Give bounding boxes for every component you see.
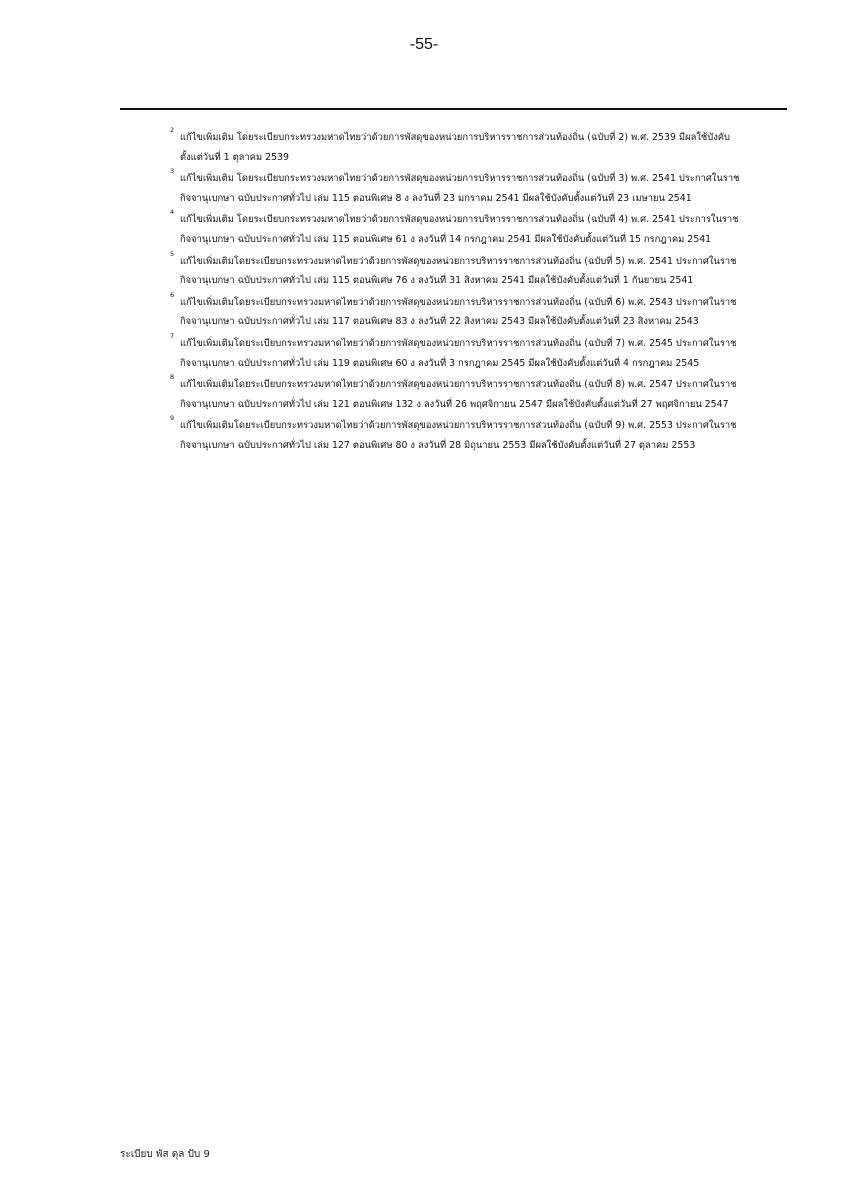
footnote-marker: 3 xyxy=(170,167,175,176)
footnote-text-line1: แก้ไขเพิ่มเติม โดยระเบียบกระทรวงมหาดไทยว่าด้วยการพัสดุของหน่วยการบริหารราชการส่วนท้องถิ่น (ฉบับที่ 4) พ.ศ. 2541 ประการในราช xyxy=(180,214,739,226)
footnote-text-line1: แก้ไขเพิ่มเติมโดยระเบียบกระทรวงมหาดไทยว่าด้วยการพัสดุของหน่วยการบริหารราชการส่วนท้องถิ่น (ฉบับที่ 6) พ.ศ. 2543 ประกาศในราช xyxy=(180,296,737,308)
footnote-text-line1: แก้ไขเพิ่มเติม โดยระเบียบกระทรวงมหาดไทยว่าด้วยการพัสดุของหน่วยการบริหารราชการส่วนท้องถิ่น (ฉบับที่ 3) พ.ศ. 2541 ประกาศในราช xyxy=(180,173,740,185)
footnote-text-line2: กิจจานุเบกษา ฉบับประกาศทั่วไป เล่ม 117 ตอนพิเศษ 83 ง ลงวันที่ 22 สิงหาคม 2543 มีผลใช้บังคับตั้งแต่วันที่ 23 สิงหาคม 2543 xyxy=(180,316,699,328)
footnote-text-line2: กิจจานุเบกษา ฉบับประกาศทั่วไป เล่ม 121 ตอนพิเศษ 132 ง ลงวันที่ 26 พฤศจิกายน 2547 มีผลใช้บังคับตั้งแต่วันที่ 27 พฤศจิกายน 2547 xyxy=(180,398,729,410)
footnote-marker: 8 xyxy=(170,373,175,382)
footnote-text-line1: แก้ไขเพิ่มเติมโดยระเบียบกระทรวงมหาดไทยว่าด้วยการพัสดุของหน่วยการบริหารราชการส่วนท้องถิ่น (ฉบับที่ 5) พ.ศ. 2541 ประกาศในราช xyxy=(180,255,737,267)
footnote-marker: 7 xyxy=(170,331,175,340)
footnote-text-line2: กิจจานุเบกษา ฉบับประกาศทั่วไป เล่ม 115 ตอนพิเศษ 76 ง ลงวันที่ 31 สิงหาคม 2541 มีผลใช้บังคับตั้งแต่วันที่ 1 กันยายน 2541 xyxy=(180,275,694,287)
footnote-9 xyxy=(120,416,787,455)
footnote-marker: 5 xyxy=(170,249,175,258)
page-footer: ระเบียบ พัส ดุล ปับ 9 xyxy=(120,1149,210,1160)
footnote-3 xyxy=(120,169,787,208)
footnote-text-line2: กิจจานุเบกษา ฉบับประกาศทั่วไป เล่ม 127 ตอนพิเศษ 80 ง ลงวันที่ 28 มิถุนายน 2553 มีผลใช้บังคับตั้งแต่วันที่ 27 ตุลาคม 2553 xyxy=(180,439,696,451)
footnote-7 xyxy=(120,331,787,373)
footnote-5 xyxy=(120,249,787,291)
footnote-6 xyxy=(120,290,787,332)
footnote-text-line2: กิจจานุเบกษา ฉบับประกาศทั่วไป เล่ม 115 ตอนพิเศษ 61 ง ลงวันที่ 14 กรกฎาคม 2541 มีผลใช้บังคับตั้งแต่วันที่ 15 กรกฎาคม 2541 xyxy=(180,233,712,245)
footnote-text-line2: ตั้งแต่วันที่ 1 ตุลาคม 2539 xyxy=(180,151,289,163)
footnote-marker: 4 xyxy=(170,208,175,217)
footnote-text-line1: แก้ไขเพิ่มเติมโดยระเบียบกระทรวงมหาดไทยว่าด้วยการพัสดุของหน่วยการบริหารราชการส่วนท้องถิ่น (ฉบับที่ 8) พ.ศ. 2547 ประกาศในราช xyxy=(180,379,737,391)
footnote-marker: 2 xyxy=(170,126,175,134)
footnote-text-line1: แก้ไขเพิ่มเติม โดยระเบียบกระทรวงมหาดไทยว่าด้วยการพัสดุของหน่วยการบริหารราชการส่วนท้องถิ่น (ฉบับที่ 2) พ.ศ. 2539 มีผลใช้บังคับ xyxy=(180,132,731,143)
page-number: -55- xyxy=(409,36,439,53)
footnote-text-line1: แก้ไขเพิ่มเติมโดยระเบียบกระทรวงมหาดไทยว่าด้วยการพัสดุของหน่วยการบริหารราชการส่วนท้องถิ่น (ฉบับที่ 7) พ.ศ. 2545 ประกาศในราช xyxy=(180,337,737,349)
footnote-divider xyxy=(120,108,787,110)
footnote-4 xyxy=(120,210,787,249)
footnote-8 xyxy=(120,375,787,414)
footnote-text-line1: แก้ไขเพิ่มเติมโดยระเบียบกระทรวงมหาดไทยว่าด้วยการพัสดุของหน่วยการบริหารราชการส่วนท้องถิ่น (ฉบับที่ 9) พ.ศ. 2553 ประกาศในราช xyxy=(180,420,737,432)
footnote-2 xyxy=(120,128,787,167)
footnote-text-line2: กิจจานุเบกษา ฉบับประกาศทั่วไป เล่ม 119 ตอนพิเศษ 60 ง ลงวันที่ 3 กรกฎาคม 2545 มีผลใช้บังคับตั้งแต่วันที่ 4 กรกฎาคม 2545 xyxy=(180,357,700,369)
footnote-text-line2: กิจจานุเบกษา ฉบับประกาศทั่วไป เล่ม 115 ตอนพิเศษ 8 ง ลงวันที่ 23 มกราคม 2541 มีผลใช้บังคับตั้งแต่วันที่ 23 เมษายน 2541 xyxy=(180,192,692,204)
footnote-marker: 6 xyxy=(170,290,175,299)
footnote-marker: 9 xyxy=(170,414,175,423)
footnotes-section xyxy=(120,128,787,458)
